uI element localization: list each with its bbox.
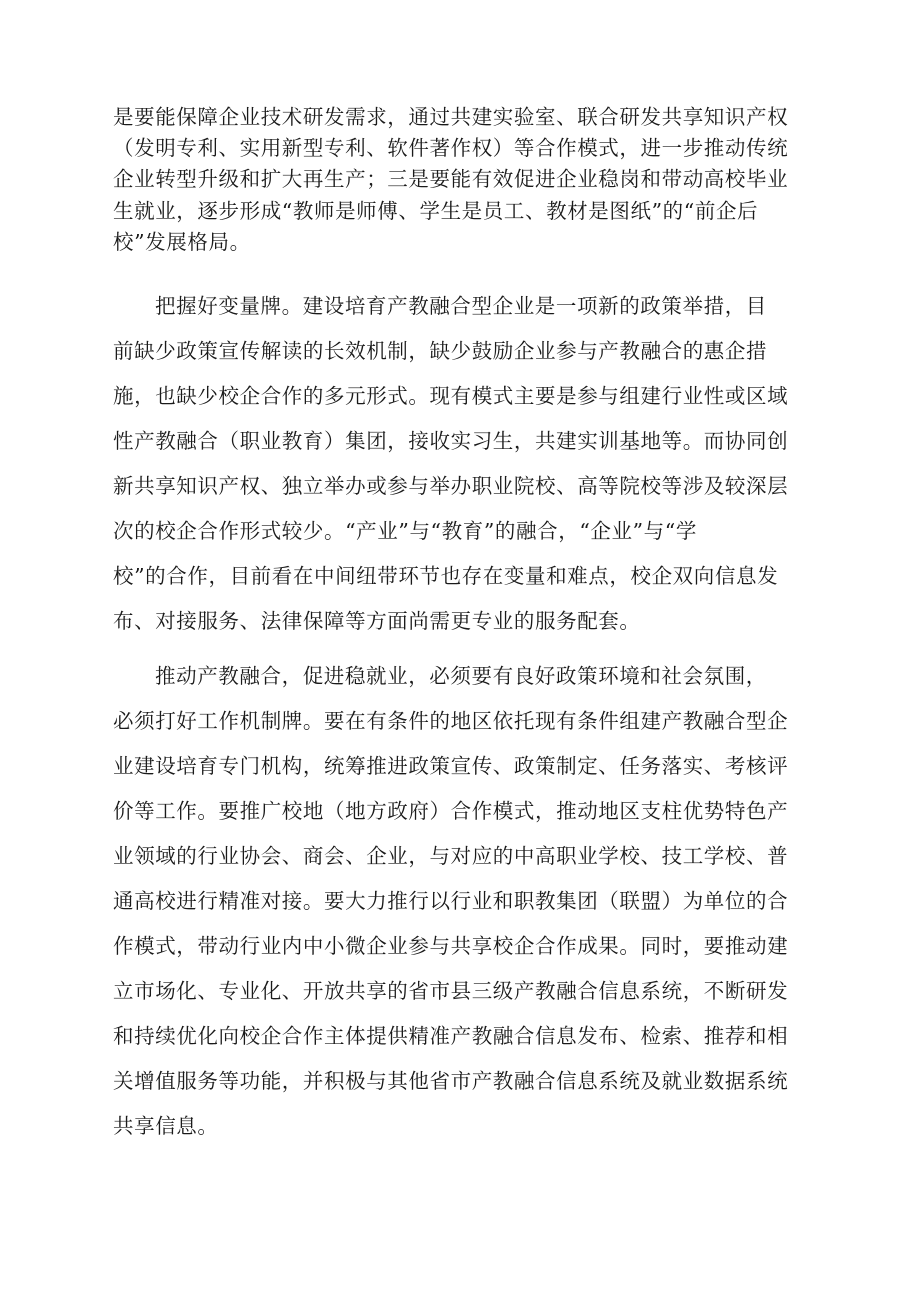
text-line: 必须打好工作机制牌。要在有条件的地区依托现有条件组建产教融合型企 [113,709,789,733]
text-line: 企业转型升级和扩大再生产；三是要能有效促进企业稳岗和带动高校毕业 [113,167,789,191]
text-line: （发明专利、实用新型专利、软件著作权）等合作模式，进一步推动传统 [113,136,789,160]
text-line: 关增值服务等功能，并积极与其他省市产教融合信息系统及就业数据系统 [113,1069,789,1093]
text-line: 校”的合作，目前看在中间纽带环节也存在变量和难点，校企双向信息发 [113,564,779,588]
text-line: 通高校进行精准对接。要大力推行以行业和职教集团（联盟）为单位的合 [113,889,789,913]
text-line: 立市场化、专业化、开放共享的省市县三级产教融合信息系统，不断研发 [113,979,789,1003]
text-line: 次的校企合作形式较少。“产业”与“教育”的融合，“企业”与“学 [113,519,697,543]
text-line: 生就业，逐步形成“教师是师傅、学生是员工、教材是图纸”的“前企后 [113,199,759,223]
text-line: 新共享知识产权、独立举办或参与举办职业院校、高等院校等涉及较深层 [113,474,789,498]
text-line: 施，也缺少校企合作的多元形式。现有模式主要是参与组建行业性或区域 [113,384,789,408]
text-line: 校”发展格局。 [113,230,251,254]
text-line: 推动产教融合，促进稳就业，必须要有良好政策环境和社会氛围， [155,664,767,688]
text-line: 前缺少政策宣传解读的长效机制，缺少鼓励企业参与产教融合的惠企措 [113,339,768,363]
text-line: 是要能保障企业技术研发需求，通过共建实验室、联合研发共享知识产权 [113,105,789,129]
text-line: 业领域的行业协会、商会、企业，与对应的中高职业学校、技工学校、普 [113,844,789,868]
text-line: 业建设培育专门机构，统筹推进政策宣传、政策制定、任务落实、考核评 [113,754,789,778]
text-line: 性产教融合（职业教育）集团，接收实习生，共建实训基地等。而协同创 [113,429,789,453]
text-line: 共享信息。 [113,1114,219,1138]
text-line: 和持续优化向校企合作主体提供精准产教融合信息发布、检索、推荐和相 [113,1024,789,1048]
text-line: 把握好变量牌。建设培育产教融合型企业是一项新的政策举措，目 [155,294,767,318]
text-line: 作模式，带动行业内中小微企业参与共享校企合作成果。同时，要推动建 [113,934,789,958]
text-line: 价等工作。要推广校地（地方政府）合作模式，推动地区支柱优势特色产 [113,799,789,823]
text-line: 布、对接服务、法律保障等方面尚需更专业的服务配套。 [113,609,641,633]
